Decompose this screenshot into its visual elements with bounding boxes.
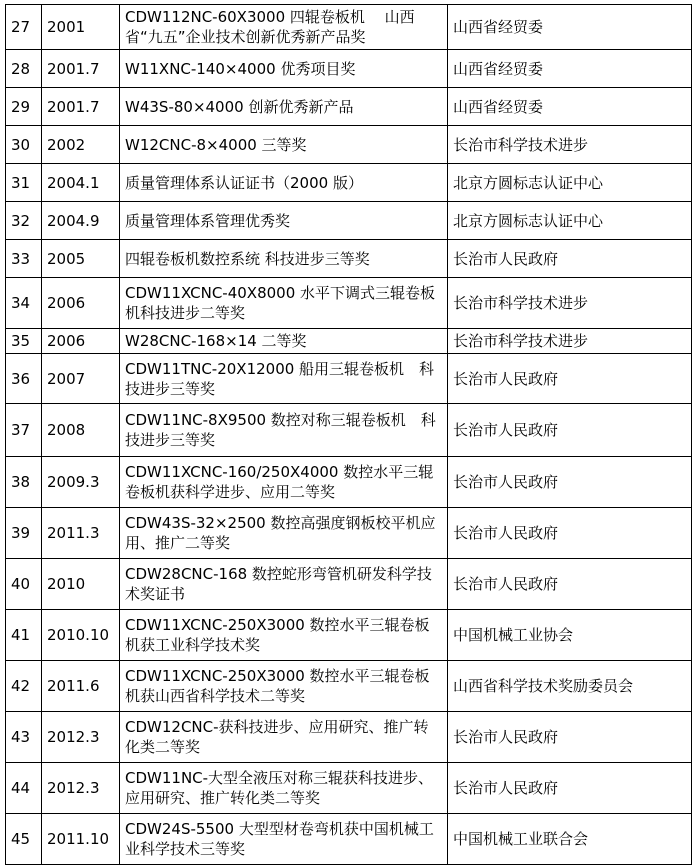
table-row xyxy=(6,712,692,763)
row-award: CDW43S-32×2500 数控高强度钢板校平机应用、推广二等奖 xyxy=(120,508,448,559)
row-number: 40 xyxy=(6,559,42,610)
row-number: 39 xyxy=(6,508,42,559)
table-row xyxy=(6,202,692,240)
row-award: W43S-80×4000 创新优秀新产品 xyxy=(120,88,448,126)
row-year: 2010.10 xyxy=(42,610,120,661)
table-row xyxy=(6,404,692,457)
table-row xyxy=(6,329,692,354)
row-year: 2012.3 xyxy=(42,712,120,763)
row-organization: 山西省经贸委 xyxy=(448,5,692,50)
row-year: 2006 xyxy=(42,278,120,329)
table-row xyxy=(6,240,692,278)
table-row xyxy=(6,763,692,814)
row-organization: 山西省经贸委 xyxy=(448,88,692,126)
table-row xyxy=(6,610,692,661)
row-year: 2001.7 xyxy=(42,50,120,88)
row-year: 2011.3 xyxy=(42,508,120,559)
row-organization: 中国机械工业协会 xyxy=(448,610,692,661)
row-award: CDW11XCNC-40X8000 水平下调式三辊卷板机科技进步二等奖 xyxy=(120,278,448,329)
row-year: 2011.10 xyxy=(42,814,120,865)
row-number: 35 xyxy=(6,329,42,354)
row-number: 29 xyxy=(6,88,42,126)
table-row xyxy=(6,88,692,126)
row-organization: 长治市人民政府 xyxy=(448,240,692,278)
row-award: CDW11XCNC-250X3000 数控水平三辊卷板机获工业科学技术奖 xyxy=(120,610,448,661)
row-year: 2006 xyxy=(42,329,120,354)
row-award: CDW11NC-8X9500 数控对称三辊卷板机 科技进步三等奖 xyxy=(120,404,448,457)
table-row xyxy=(6,457,692,508)
row-award: CDW11XCNC-250X3000 数控水平三辊卷板机获山西省科学技术二等奖 xyxy=(120,661,448,712)
table-row xyxy=(6,814,692,865)
row-number: 34 xyxy=(6,278,42,329)
row-year: 2012.3 xyxy=(42,763,120,814)
row-award: CDW28CNC-168 数控蛇形弯管机研发科学技术奖证书 xyxy=(120,559,448,610)
table-row xyxy=(6,126,692,164)
row-organization: 山西省经贸委 xyxy=(448,50,692,88)
row-year: 2010 xyxy=(42,559,120,610)
row-number: 36 xyxy=(6,354,42,404)
row-award: CDW11NC-大型全液压对称三辊获科技进步、应用研究、推广转化类二等奖 xyxy=(120,763,448,814)
row-organization: 长治市人民政府 xyxy=(448,354,692,404)
table-row xyxy=(6,278,692,329)
table-row xyxy=(6,559,692,610)
row-number: 27 xyxy=(6,5,42,50)
row-organization: 北京方圆标志认证中心 xyxy=(448,164,692,202)
row-organization: 长治市科学技术进步 xyxy=(448,329,692,354)
row-organization: 长治市人民政府 xyxy=(448,457,692,508)
row-number: 28 xyxy=(6,50,42,88)
table-row xyxy=(6,5,692,50)
row-year: 2011.6 xyxy=(42,661,120,712)
row-organization: 长治市科学技术进步 xyxy=(448,126,692,164)
row-year: 2004.1 xyxy=(42,164,120,202)
row-number: 33 xyxy=(6,240,42,278)
row-year: 2007 xyxy=(42,354,120,404)
table-row xyxy=(6,354,692,404)
row-number: 42 xyxy=(6,661,42,712)
table-row xyxy=(6,164,692,202)
row-award: 质量管理体系认证证书（2000 版） xyxy=(120,164,448,202)
row-organization: 山西省科学技术奖励委员会 xyxy=(448,661,692,712)
row-year: 2002 xyxy=(42,126,120,164)
row-year: 2004.9 xyxy=(42,202,120,240)
awards-table xyxy=(5,4,692,865)
row-organization: 长治市科学技术进步 xyxy=(448,278,692,329)
row-award: CDW12CNC-获科技进步、应用研究、推广转化类二等奖 xyxy=(120,712,448,763)
row-number: 41 xyxy=(6,610,42,661)
row-year: 2008 xyxy=(42,404,120,457)
row-award: CDW11TNC-20X12000 船用三辊卷板机 科技进步三等奖 xyxy=(120,354,448,404)
row-award: CDW11XCNC-160/250X4000 数控水平三辊卷板机获科学进步、应用二等奖 xyxy=(120,457,448,508)
row-award: 质量管理体系管理优秀奖 xyxy=(120,202,448,240)
row-year: 2005 xyxy=(42,240,120,278)
row-organization: 长治市人民政府 xyxy=(448,508,692,559)
row-award: CDW112NC-60X3000 四辊卷板机 山西省“九五”企业技术创新优秀新产品奖 xyxy=(120,5,448,50)
row-number: 45 xyxy=(6,814,42,865)
row-number: 30 xyxy=(6,126,42,164)
row-organization: 长治市人民政府 xyxy=(448,404,692,457)
row-organization: 长治市人民政府 xyxy=(448,763,692,814)
row-organization: 长治市人民政府 xyxy=(448,559,692,610)
table-row xyxy=(6,508,692,559)
row-year: 2001 xyxy=(42,5,120,50)
row-award: 四辊卷板机数控系统 科技进步三等奖 xyxy=(120,240,448,278)
table-row xyxy=(6,661,692,712)
row-number: 44 xyxy=(6,763,42,814)
row-number: 43 xyxy=(6,712,42,763)
row-number: 38 xyxy=(6,457,42,508)
row-organization: 北京方圆标志认证中心 xyxy=(448,202,692,240)
row-year: 2001.7 xyxy=(42,88,120,126)
table-row xyxy=(6,50,692,88)
row-number: 37 xyxy=(6,404,42,457)
row-award: W28CNC-168×14 二等奖 xyxy=(120,329,448,354)
row-organization: 中国机械工业联合会 xyxy=(448,814,692,865)
row-organization: 长治市人民政府 xyxy=(448,712,692,763)
row-number: 31 xyxy=(6,164,42,202)
row-award: W12CNC-8×4000 三等奖 xyxy=(120,126,448,164)
row-award: CDW24S-5500 大型型材卷弯机获中国机械工业科学技术三等奖 xyxy=(120,814,448,865)
row-number: 32 xyxy=(6,202,42,240)
row-year: 2009.3 xyxy=(42,457,120,508)
row-award: W11XNC-140×4000 优秀项目奖 xyxy=(120,50,448,88)
